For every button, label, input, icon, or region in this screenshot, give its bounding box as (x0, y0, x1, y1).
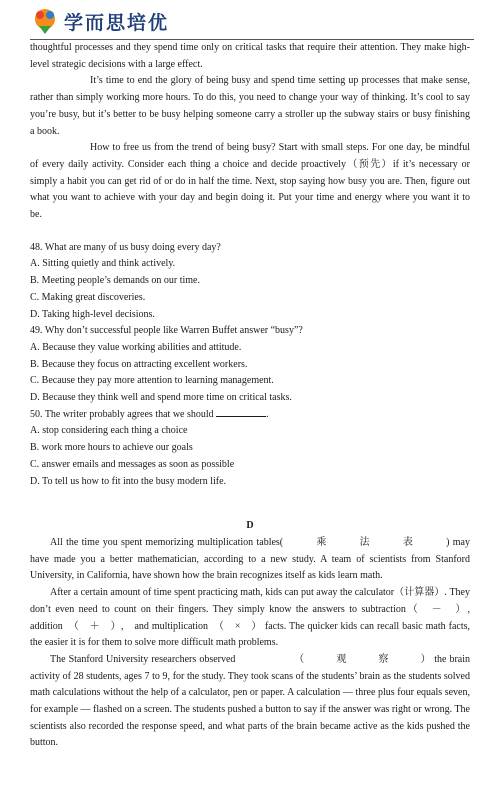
answer-option: B. Meeting people’s demands on our time. (30, 275, 200, 287)
passage-c-paragraph: It’s time to end the glory of being busy and spend time setting up processes that make sense, rather than simply working more hours. To do this, you need to change your way of thinking. It’s cool to say you’re busy, but it’s better to be busy helping someone carry a stroller up the subway stairs or busy finishing a book. (30, 75, 470, 137)
spacer (30, 490, 470, 518)
answer-option: B. work more hours to achieve our goals (30, 442, 193, 454)
answer-option: D. Taking high-level decisions. (30, 308, 155, 320)
logo-text: 学而思培优 (64, 12, 170, 34)
question-48 (30, 240, 470, 324)
passage-d-paragraph: After a certain amount of time spent practicing math, kids can put away the calculator（计算器）. They don’t even need to count on their fingers. They simply know the answers to subtraction（ － ）, addition （ ＋ ）, and multiplication （ × ） facts. The quicker kids can recall basic math facts, the easier it is for them to solve more difficult math problems. (30, 587, 490, 649)
document-body (30, 40, 490, 752)
section-title: D (246, 520, 254, 532)
question-49 (30, 323, 470, 407)
answer-option: A. Because they value working abilities and attitude. (30, 341, 242, 353)
spacer (30, 224, 470, 240)
answer-option: C. answer emails and messages as soon as possible (30, 458, 235, 470)
passage-c-paragraph: thoughtful processes and they spend time only on critical tasks that require their attention. They make high-level strategic decisions with a large effect. (30, 42, 470, 70)
passage-d-paragraph: All the time you spent memorizing multiplication tables( 乘 法 表 ) may have made you a better mathematician, according to a new study. A team of scientists from Stanford University, in California, have shown how the brain recognizes itself as kids learn math. (30, 536, 470, 582)
question-stem: 48. What are many of us busy doing every day? (30, 241, 221, 253)
answer-blank (216, 407, 266, 417)
page-header (0, 0, 504, 44)
answer-option: C. Making great discoveries. (30, 291, 146, 303)
passage-c-paragraph: How to free us from the trend of being busy? Start with small steps. For one day, be mindful of every daily activity. Consider each thing a choice and decide proactively（预先）if it’s necessary or simply a habit you can get rid of or do in half the time. Next, stop saying how busy you are. Then, figure out what you want to achieve with your day and begin doing it. Put your time and energy where you want it to be. (30, 142, 470, 221)
question-50 (30, 407, 470, 491)
answer-option: C. Because they pay more attention to learning management. (30, 375, 274, 387)
question-stem (30, 407, 470, 424)
answer-option: A. stop considering each thing a choice (30, 425, 188, 437)
answer-option: A. Sitting quietly and think actively. (30, 258, 176, 270)
question-stem: 49. Why don’t successful people like Warren Buffet answer “busy”? (30, 325, 303, 337)
passage-d-paragraph: The Stanford University researchers observed （ 观 察 ） the brain activity of 28 students, ages 7 to 9, for the study. They took scans of the students’ brain as the students solved math calculations without the help of a calculator, pen or paper. A calculation — three plus four equals seven, for example — flashed on a screen. The students pushed a button to say if the answer was right or wrong. The scientists also recorded the response speed, and what parts of the brain became active as the kids pushed the button. (30, 653, 470, 749)
question-stem-text: 50. The writer probably agrees that we should (30, 408, 217, 420)
answer-option: B. Because they focus on attracting excellent workers. (30, 358, 248, 370)
logo-icon (30, 6, 60, 36)
question-stem-end: . (266, 408, 269, 420)
answer-option: D. To tell us how to fit into the busy modern life. (30, 475, 227, 487)
answer-option: D. Because they think well and spend more time on critical tasks. (30, 392, 292, 404)
